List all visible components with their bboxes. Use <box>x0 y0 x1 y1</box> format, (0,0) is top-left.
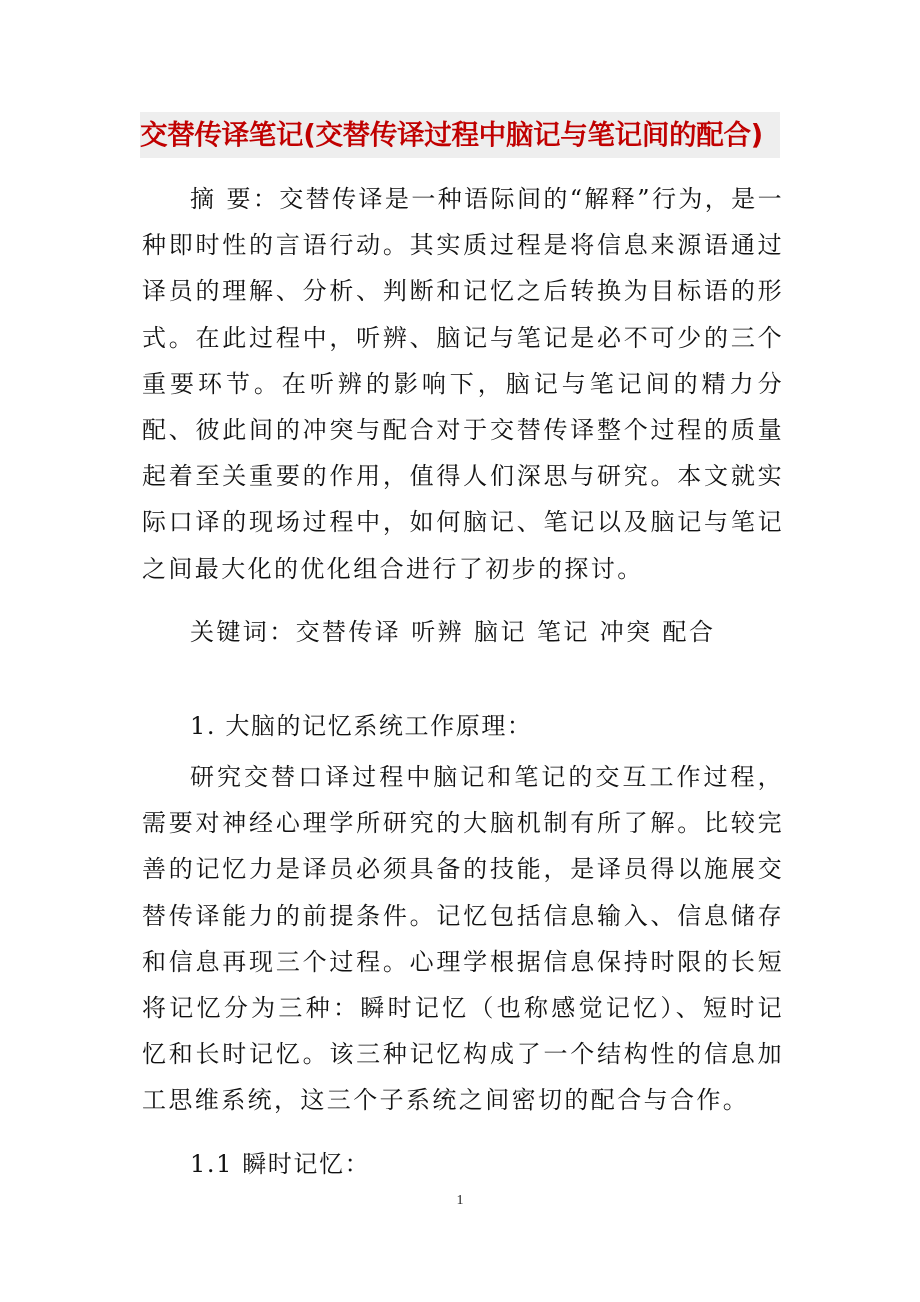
section-1-heading: 1. 大脑的记忆系统工作原理： <box>190 712 533 740</box>
keywords-line: 关键词：交替传译 听辨 脑记 笔记 冲突 配合 <box>190 618 716 646</box>
section-1-1-heading: 1.1 瞬时记忆： <box>190 1150 371 1178</box>
section-1-paragraph: 研究交替口译过程中脑记和笔记的交互工作过程，需要对神经心理学所研究的大脑机制有所了解。比较完善的记忆力是译员必须具备的技能，是译员得以施展交替传译能力的前提条件。记忆包括信息输入、信息储存和信息再现三个过程。心理学根据信息保持时限的长短将记忆分为三种：瞬时记忆（也称感觉记忆）、短时记忆和长时记忆。该三种记忆构成了一个结构性的信息加工思维系统，这三个子系统之间密切的配合与合作。 <box>142 763 784 1115</box>
abstract-paragraph: 摘 要：交替传译是一种语际间的“解释”行为，是一种即时性的言语行动。其实质过程是将信息来源语通过译员的理解、分析、判断和记忆之后转换为目标语的形式。在此过程中，听辨、脑记与笔记是必不可少的三个重要环节。在听辨的影响下，脑记与笔记间的精力分配、彼此间的冲突与配合对于交替传译整个过程的质量起着至关重要的作用，值得人们深思与研究。本文就实际口译的现场过程中，如何脑记、笔记以及脑记与笔记之间最大化的优化组合进行了初步的探讨。 <box>142 185 784 583</box>
document-title: 交替传译笔记(交替传译过程中脑记与笔记间的配合) <box>140 112 780 158</box>
page-number: 1 <box>456 1193 464 1208</box>
